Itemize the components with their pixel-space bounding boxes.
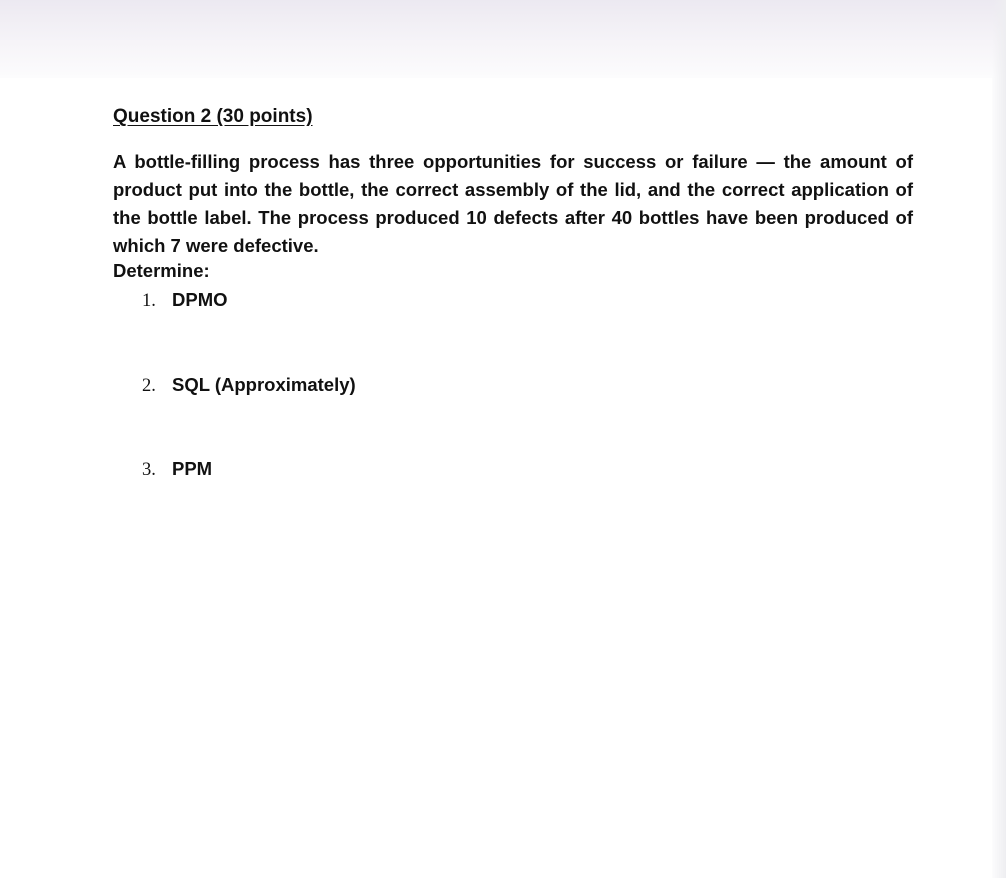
task-item-sql — [142, 374, 356, 397]
task-item-ppm — [142, 458, 212, 481]
document-page — [0, 78, 992, 878]
task-number: 2. — [142, 376, 156, 396]
question-heading: Question 2 (30 points) — [113, 106, 313, 127]
task-text: SQL (Approximately) — [172, 374, 356, 395]
determine-label: Determine: — [113, 260, 210, 281]
question-body: A bottle-filling process has three opportunities for success or failure — the amount of product put into the bottle, the correct assembly of the lid, and the correct application of the bottle label. The process produced 10 defects after 40 bottles have been produced of which 7 were defective. — [113, 151, 913, 256]
task-item-dpmo — [142, 289, 228, 312]
task-text: DPMO — [172, 289, 228, 310]
task-text: PPM — [172, 458, 213, 479]
task-number: 1. — [142, 291, 156, 311]
task-number: 3. — [142, 460, 156, 480]
